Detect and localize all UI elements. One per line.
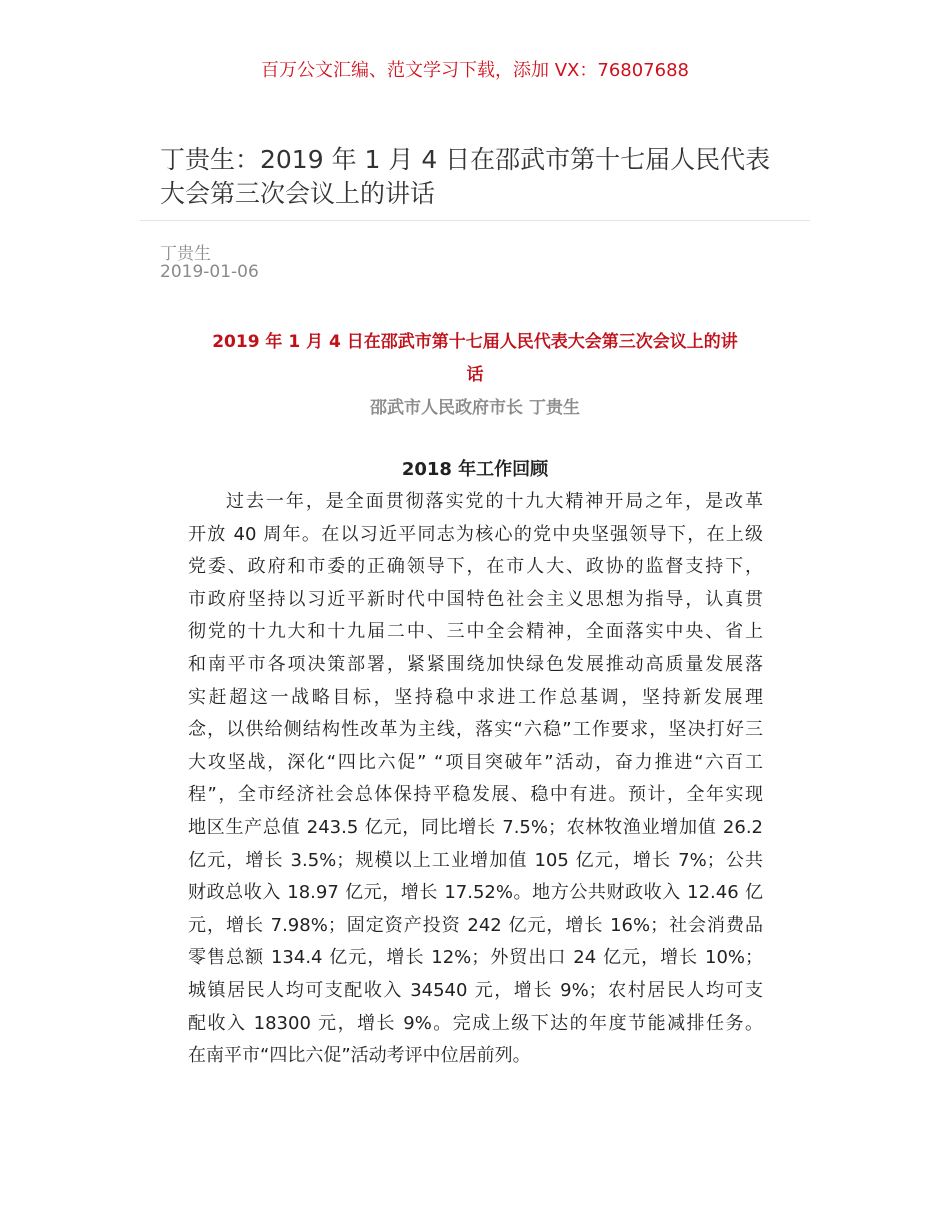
body-line: 地区生产总值 243.5 亿元，同比增长 7.5%；农林牧渔业增加值 26.2 <box>188 817 763 838</box>
body-line: 财政总收入 18.97 亿元，增长 17.52%。地方公共财政收入 12.46 亿 <box>188 882 763 904</box>
body-line: 亿元，增长 3.5%；规模以上工业增加值 105 亿元，增长 7%；公共 <box>188 849 763 871</box>
body-line: 过去一年，是全面贯彻落实党的十九大精神开局之年，是改革 <box>226 491 763 512</box>
body-line: 念，以供给侧结构性改革为主线，落实“六稳”工作要求，坚决打好三 <box>188 719 763 741</box>
speech-title-line-2: 话 <box>466 365 484 385</box>
publish-date: 2019-01-06 <box>160 262 259 282</box>
article-title-line-1: 丁贵生：2019 年 1 月 4 日在邵武市第十七届人民代表 <box>160 145 771 174</box>
speaker: 邵武市人民政府市长 丁贵生 <box>370 398 580 418</box>
speech-title-line-1: 2019 年 1 月 4 日在邵武市第十七届人民代表大会第三次会议上的讲 <box>212 332 738 352</box>
body-line: 城镇居民人均可支配收入 34540 元，增长 9%；农村居民人均可支 <box>188 980 763 1001</box>
body-line: 配收入 18300 元，增长 9%。完成上级下达的年度节能减排任务。 <box>188 1012 763 1034</box>
author: 丁贵生 <box>160 244 211 264</box>
body-line: 市政府坚持以习近平新时代中国特色社会主义思想为指导，认真贯 <box>188 588 763 610</box>
body-line: 零售总额 134.4 亿元，增长 12%；外贸出口 24 亿元，增长 10%； <box>188 947 763 969</box>
body-line: 大攻坚战，深化“四比六促” “项目突破年”活动，奋力推进“六百工 <box>188 751 763 773</box>
promo-banner: 百万公文汇编、范文学习下载，添加 VX：76807688 <box>261 60 689 81</box>
body-line: 在南平市“四比六促”活动考评中位居前列。 <box>188 1045 531 1067</box>
article-title-line-2: 大会第三次会议上的讲话 <box>160 179 436 208</box>
body-line: 彻党的十九大和十九届二中、三中全会精神，全面落实中央、省上 <box>188 621 763 643</box>
divider <box>140 220 810 221</box>
body-line: 党委、政府和市委的正确领导下，在市人大、政协的监督支持下， <box>188 556 763 578</box>
body-line: 和南平市各项决策部署，紧紧围绕加快绿色发展推动高质量发展落 <box>188 654 763 675</box>
section-heading: 2018 年工作回顾 <box>401 459 549 480</box>
body-line: 开放 40 周年。在以习近平同志为核心的党中央坚强领导下，在上级 <box>188 523 763 545</box>
body-line: 实赶超这一战略目标，坚持稳中求进工作总基调，坚持新发展理 <box>188 686 763 708</box>
body-line: 元，增长 7.98%；固定资产投资 242 亿元，增长 16%；社会消费品 <box>188 914 763 936</box>
body-line: 程”，全市经济社会总体保持平稳发展、稳中有进。预计，全年实现 <box>188 784 763 806</box>
